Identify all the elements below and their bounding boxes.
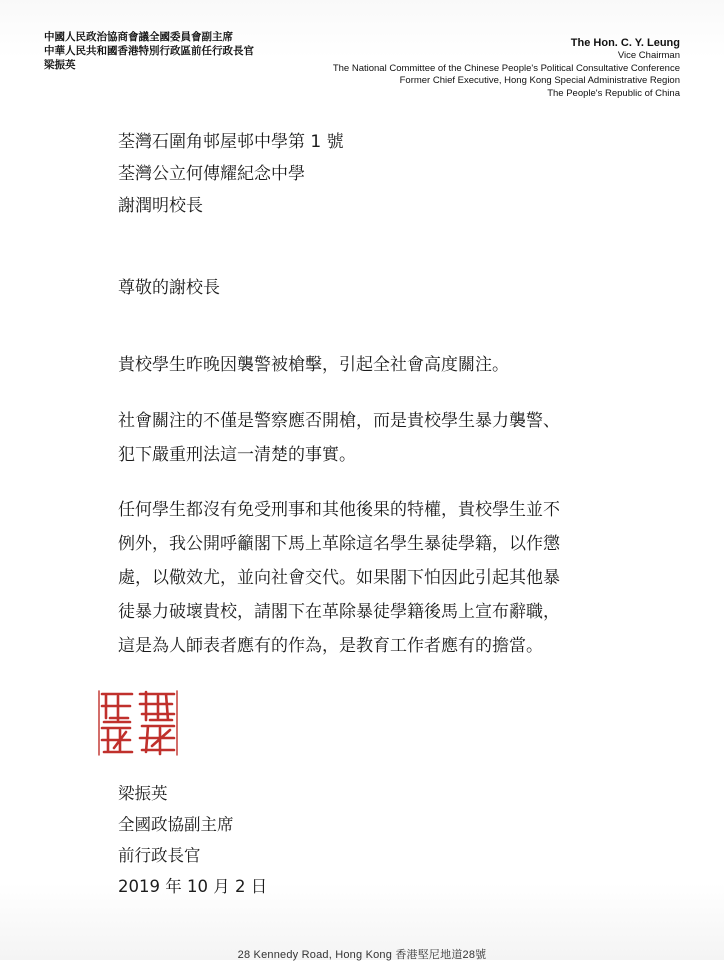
letterhead-english-line-1: Vice Chairman [617, 50, 680, 61]
footer-address-text: 28 Kennedy Road, Hong Kong 香港堅尼地道28號 [237, 949, 487, 961]
letterhead-chinese-line-1: 中國人民政治協商會議全國委員會副主席 [44, 31, 233, 43]
signature-title-2: 前行政長官 [118, 846, 201, 865]
recipient-address: 荃灣石圍角邨屋邨中學第 1 號 [118, 132, 344, 152]
signature-block [118, 778, 267, 902]
signature-name: 梁振英 [118, 784, 168, 803]
paragraph-3-line-2: 例外，我公開呼籲閣下馬上革除這名學生暴徒學籍，以作懲 [118, 534, 560, 554]
paragraph-3-line-5: 這是為人師表者應有的作為，是教育工作者應有的擔當。 [118, 636, 543, 656]
recipient-block [118, 126, 344, 222]
letterhead-english-name: The Hon. C. Y. Leung [570, 37, 680, 49]
letterhead-chinese-line-3: 梁振英 [44, 59, 76, 71]
letterhead-english [333, 36, 680, 100]
paragraph-2-line-1: 社會關注的不僅是警察應否開槍，而是貴校學生暴力襲警、 [118, 411, 560, 431]
letterhead-english-line-3: Former Chief Executive, Hong Kong Special Administrative Region [399, 75, 680, 86]
salutation: 尊敬的謝校長 [118, 278, 220, 298]
footer-address [0, 942, 724, 961]
paragraph-1-line-1: 貴校學生昨晚因襲警被槍擊，引起全社會高度關注。 [118, 355, 509, 375]
signature-date: 2019 年 10 月 2 日 [118, 877, 268, 896]
recipient-school: 荃灣公立何傳耀紀念中學 [118, 164, 305, 184]
paragraph-3-line-3: 處，以儆效尤，並向社會交代。如果閣下怕因此引起其他暴 [118, 568, 560, 588]
paragraph-3 [118, 493, 560, 663]
paragraph-2 [118, 404, 560, 472]
letterhead-english-line-4: The People's Republic of China [547, 87, 680, 99]
letterhead-english-line-2: The National Committee of the Chinese People's Political Consultative Conference [332, 62, 680, 74]
paragraph-1 [118, 348, 509, 382]
paragraph-3-line-4: 徒暴力破壞貴校，請閣下在革除暴徒學籍後馬上宣布辭職， [118, 602, 560, 622]
recipient-principal: 謝潤明校長 [118, 196, 203, 216]
paragraph-2-line-2: 犯下嚴重刑法這一清楚的事實。 [118, 445, 356, 465]
seal-icon [96, 688, 180, 758]
paragraph-3-line-1: 任何學生都沒有免受刑事和其他後果的特權，貴校學生並不 [118, 500, 560, 520]
letterhead-chinese-line-2: 中華人民共和國香港特別行政區前任行政長官 [44, 45, 254, 57]
letterhead-chinese [44, 30, 254, 72]
signature-title-1: 全國政協副主席 [118, 815, 234, 834]
